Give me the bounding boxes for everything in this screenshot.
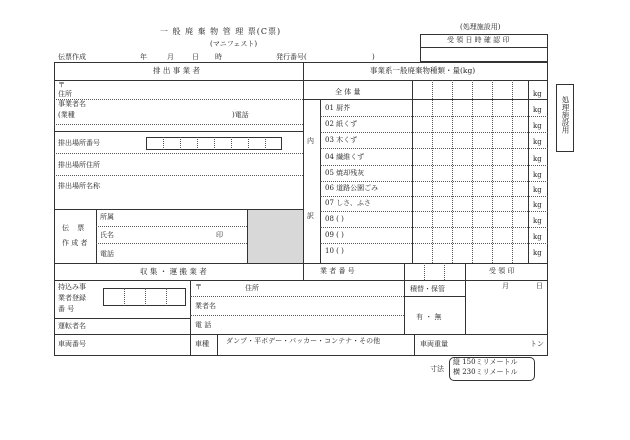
waste-item-label: 02 紙くず xyxy=(325,120,358,128)
issue-no-label: 発行番号( xyxy=(276,53,307,61)
waste-item-unit: kg xyxy=(533,171,542,179)
waste-item-unit: kg xyxy=(533,217,542,225)
discharger-company-label: 事業者名 xyxy=(58,100,86,108)
vehicle-weight-label: 車両重量 xyxy=(420,340,448,348)
waste-item-unit: kg xyxy=(533,106,542,114)
receipt-month-label: 月 xyxy=(502,282,509,290)
carry-in-label-3: 番 号 xyxy=(58,305,75,313)
waste-item-label: 09 ( ) xyxy=(325,231,344,239)
issue-hour-label: 時 xyxy=(215,53,222,61)
waste-item-unit: kg xyxy=(533,201,542,209)
waste-item-label: 05 焼却残灰 xyxy=(325,169,365,177)
collector-tel-label: 電 話 xyxy=(195,321,212,329)
waste-total-label: 全 体 量 xyxy=(335,88,361,96)
collector-company-label: 業者名 xyxy=(195,302,216,310)
waste-item-unit: kg xyxy=(533,155,542,163)
waste-inner-label-2: 訳 xyxy=(307,212,314,220)
size-note-height: 縦 150ミリメートル xyxy=(453,358,518,366)
issue-day-label: 日 xyxy=(192,53,199,61)
slip-creator-label-1: 伝 票 xyxy=(62,224,88,232)
ton-unit: トン xyxy=(530,340,544,348)
seal-area-shaded xyxy=(248,210,303,263)
waste-item-label: 06 道路公園ごみ xyxy=(325,184,379,192)
slip-tel-label: 電話 xyxy=(100,250,114,258)
size-note-label: 寸法 xyxy=(430,365,444,373)
license-no-header: 業 者 番 号 xyxy=(320,267,355,275)
issue-label: 伝票作成 xyxy=(58,53,86,61)
waste-item-unit: kg xyxy=(533,122,542,130)
discharger-industry-label: (業種 xyxy=(58,111,75,119)
collection-header: 収 集 ・ 運 搬 業 者 xyxy=(140,267,207,276)
waste-header: 事業系一般廃棄物種類・量(kg) xyxy=(370,66,476,75)
discharger-header: 排 出 事 業 者 xyxy=(153,66,201,75)
vehicle-no-label: 車両番号 xyxy=(58,340,86,348)
waste-item-label: 01 厨芥 xyxy=(325,104,351,112)
collection-receipt-header: 受 領 印 xyxy=(489,267,515,275)
collector-address-label: 住所 xyxy=(245,284,259,292)
waste-inner-label-1: 内 xyxy=(307,137,314,145)
receipt-confirm-label: 受 領 日 時 確 認 印 xyxy=(447,36,510,44)
site-no-label: 排出場所番号 xyxy=(58,139,100,147)
vehicle-types: ダンプ・平ボデー・パッカー・コンテナ・その他 xyxy=(226,337,381,345)
vehicle-type-label: 車種 xyxy=(195,340,209,348)
site-name-label: 排出場所名称 xyxy=(58,182,100,190)
carry-in-label-1: 持込み事 xyxy=(58,283,86,291)
form-title: 一 般 廃 棄 物 管 理 票(C票) xyxy=(160,27,282,36)
waste-item-unit: kg xyxy=(533,138,542,146)
waste-total-unit: kg xyxy=(533,90,542,98)
discharger-address-label: 住所 xyxy=(58,90,72,98)
issue-year-label: 年 xyxy=(140,53,147,61)
discharger-postal: 〒 xyxy=(58,81,65,89)
load-yes-no: 有 ・ 無 xyxy=(416,313,442,321)
slip-seal-label: 印 xyxy=(216,231,223,239)
slip-creator-label-2: 作 成 者 xyxy=(62,239,88,247)
size-note-width: 横 230ミリメートル xyxy=(453,368,518,376)
collector-postal: 〒 xyxy=(195,283,202,291)
discharger-tel-label: )電話 xyxy=(232,111,249,119)
slip-dept-label: 所属 xyxy=(100,213,114,221)
facility-side-tab-label: 処理施設用 xyxy=(561,96,570,134)
waste-item-unit: kg xyxy=(533,186,542,194)
form-subtitle: (マニフェスト) xyxy=(210,40,258,48)
load-storage-label: 積替・保管 xyxy=(410,285,445,293)
waste-item-label: 10 ( ) xyxy=(325,247,344,255)
waste-item-unit: kg xyxy=(533,233,542,241)
slip-name-label: 氏名 xyxy=(100,231,114,239)
carry-in-label-2: 業者登録 xyxy=(58,294,86,302)
waste-item-unit: kg xyxy=(533,249,542,257)
issue-month-label: 月 xyxy=(167,53,174,61)
waste-item-label: 03 木くず xyxy=(325,136,358,144)
receipt-day-label: 日 xyxy=(536,282,543,290)
driver-label: 運転者名 xyxy=(58,322,86,330)
waste-item-label: 04 繊維くず xyxy=(325,153,365,161)
issue-no-close: ) xyxy=(372,53,375,61)
site-address-label: 排出場所住所 xyxy=(58,161,100,169)
facility-use-label: (処理施設用) xyxy=(460,23,501,31)
waste-item-label: 08 ( ) xyxy=(325,215,344,223)
waste-item-label: 07 しさ、ふさ xyxy=(325,199,371,207)
